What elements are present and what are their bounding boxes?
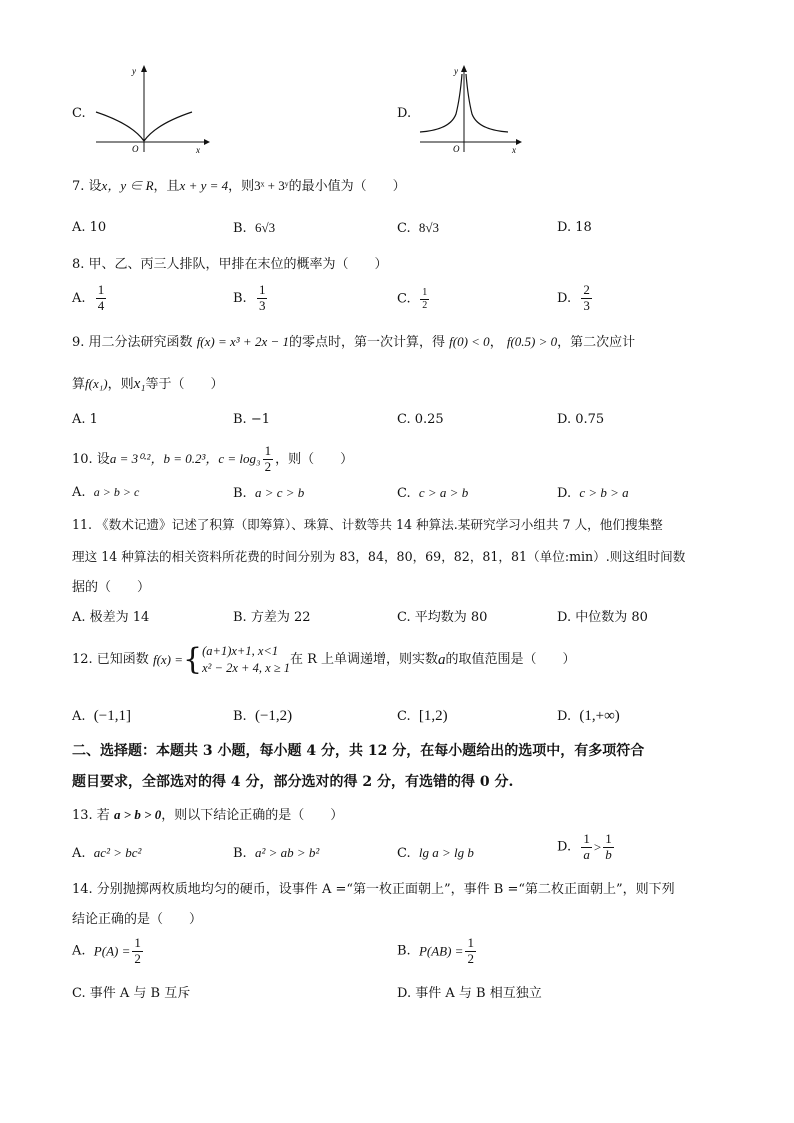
q9-stem-line1	[72, 334, 635, 351]
q10-a-def: a = 3⁰·²	[109, 450, 151, 466]
q7-stem-part: 的最小值为（ ）	[288, 179, 406, 194]
q11-stem-line3: 据的（ ）	[72, 580, 151, 595]
q6-d-origin-label: O	[453, 144, 460, 154]
q8-option-c-label: C.	[397, 291, 411, 307]
q9-stem-line2	[72, 375, 223, 393]
q12-option-b-value: (−1,2)	[254, 708, 293, 724]
q14-option-b-label: B.	[397, 943, 411, 959]
q11-option-b[interactable]: B. 方差为 22	[233, 610, 311, 625]
q11-option-a[interactable]: A. 极差为 14	[72, 610, 150, 625]
denominator: 2	[422, 299, 428, 311]
q6-option-d-label[interactable]: D.	[397, 106, 412, 121]
q12-stem-part: 在 R 上单调递增，则实数	[289, 652, 439, 668]
q12-option-d[interactable]	[557, 707, 620, 725]
q7-option-c-label: C.	[397, 221, 411, 236]
q8-option-d[interactable]	[557, 283, 594, 314]
numerator: 1	[605, 831, 612, 846]
numerator: 1	[422, 287, 428, 298]
q13-option-a-label: A.	[72, 846, 86, 861]
q9-option-b[interactable]: B. −1	[233, 412, 270, 427]
q9-f0: f(0) < 0	[449, 334, 490, 349]
q8-option-d-fraction	[581, 283, 592, 314]
q10-option-d-value: c > b > a	[579, 485, 629, 500]
q13-option-c-label: C.	[397, 846, 411, 861]
q12-option-c-value: [1,2)	[418, 708, 448, 724]
q14-option-a-label: A.	[72, 943, 86, 959]
q8-option-b-fraction	[257, 283, 268, 314]
numerator: 1	[264, 443, 272, 458]
q7-option-b-value: 6√3	[254, 220, 276, 235]
denominator: 3	[258, 297, 266, 313]
q12-stem	[72, 642, 576, 678]
q7-option-b-label: B.	[233, 221, 247, 236]
q12-option-c[interactable]	[397, 707, 448, 725]
q14-stem-line1: 14. 分别抛掷两枚质地均匀的硬币，设事件 A =“第一枚正面朝上”，事件 B =“第二枚正面朝上”，则下列	[72, 882, 675, 897]
q13-d-frac1	[581, 832, 592, 863]
numerator: 1	[467, 935, 474, 950]
q8-option-c-fraction	[420, 287, 429, 311]
q14-stem-line2: 结论正确的是（ ）	[72, 912, 203, 927]
section2-heading-line2: 题目要求，全部选对的得 4 分，部分选对的得 2 分，有选错的得 0 分.	[72, 774, 514, 790]
q6-c-x-label: x	[196, 145, 200, 155]
q10-option-c-value: c > a > b	[418, 485, 469, 500]
q9-option-d[interactable]: D. 0.75	[557, 412, 605, 427]
q8-stem: 8. 甲、乙、丙三人排队，甲排在末位的概率为（ ）	[72, 257, 388, 272]
q13-option-a[interactable]	[72, 845, 141, 862]
q9-f05: f(0.5) > 0	[506, 334, 558, 349]
q6-option-d-graph	[416, 62, 526, 157]
q13-option-b[interactable]	[233, 845, 319, 862]
denominator: 4	[97, 297, 105, 313]
numerator: 1	[97, 282, 105, 297]
denominator: 3	[583, 297, 590, 313]
q10-option-c-label: C.	[397, 486, 411, 501]
q14-option-a-lhs: P(A) =	[93, 943, 131, 959]
q13-option-b-label: B.	[233, 846, 247, 861]
q14-option-b-lhs: P(AB) =	[418, 943, 464, 959]
q10-option-b-value: a > c > b	[254, 485, 305, 500]
q10-b-def: ，b = 0.2³	[150, 450, 206, 466]
q10-option-c[interactable]	[397, 485, 468, 502]
q11-stem-line1: 11. 《数术记遗》记述了积算（即筹算）、珠算、计数等共 14 种算法.某研究学习小组共 7 人，他们搜集整	[72, 517, 663, 532]
q8-option-c[interactable]	[397, 287, 431, 311]
q9-stem-part: 9. 用二分法研究函数	[72, 335, 193, 350]
q11-option-d[interactable]: D. 中位数为 80	[557, 610, 648, 625]
q14-option-b[interactable]	[397, 936, 478, 967]
q12-stem-part: 的取值范围是（ ）	[445, 652, 576, 668]
q12-option-b[interactable]	[233, 707, 292, 725]
q7-option-c-value: 8√3	[418, 220, 440, 235]
q10-option-b-label: B.	[233, 486, 247, 501]
q13-option-a-value: ac² > bc²	[93, 845, 142, 860]
q13-option-b-value: a² > ab > b²	[254, 845, 320, 860]
q7-vars: x，y ∈ R	[101, 178, 154, 193]
q6-c-origin-label: O	[132, 144, 139, 154]
q9-stem-part: 等于（ ）	[145, 377, 224, 392]
q12-stem-part: 12. 已知函数	[72, 652, 149, 668]
q12-option-c-label: C.	[397, 709, 411, 724]
q12-brace: {	[183, 642, 203, 677]
q13-stem-part: ，则以下结论正确的是（ ）	[161, 808, 344, 823]
denominator: b	[605, 846, 612, 862]
q11-option-c[interactable]: C. 平均数为 80	[397, 610, 488, 625]
q8-option-b[interactable]	[233, 283, 269, 314]
q14-option-c[interactable]: C. 事件 A 与 B 互斥	[72, 986, 191, 1001]
q9-option-c[interactable]: C. 0.25	[397, 412, 444, 427]
q7-condition: x + y = 4	[179, 178, 229, 193]
q13-stem-part: 13. 若	[72, 808, 110, 823]
denominator: 2	[467, 950, 474, 966]
q6-d-x-label: x	[512, 145, 516, 155]
q9-stem-part: 的零点时，第一次计算，得	[288, 335, 445, 350]
q12-option-a-label: A.	[72, 709, 86, 724]
q8-option-d-label: D.	[557, 290, 572, 306]
q11-stem-line2: 理这 14 种算法的相关资料所花费的时间分别为 83，84，80，69，82，81，81（单位:min）.则这组时间数	[72, 549, 686, 564]
q13-option-c-value: lg a > lg b	[418, 845, 474, 860]
q10-option-a[interactable]	[72, 485, 139, 501]
q9-stem-part: 算	[72, 377, 86, 392]
q9-option-a[interactable]: A. 1	[72, 412, 98, 427]
q10-stem	[72, 444, 353, 475]
q7-stem-part: ，且	[153, 179, 180, 194]
q7-stem	[72, 178, 406, 195]
q10-option-d-label: D.	[557, 486, 572, 501]
q13-d-gt: >	[593, 839, 602, 855]
q13-stem	[72, 807, 343, 824]
q13-option-c[interactable]	[397, 845, 474, 862]
q14-option-d[interactable]: D. 事件 A 与 B 相互独立	[397, 986, 542, 1001]
q10-option-a-label: A.	[72, 485, 86, 500]
q13-d-frac2	[603, 832, 614, 863]
numerator: 1	[134, 935, 141, 950]
denominator: a	[583, 846, 590, 862]
q8-option-a[interactable]	[72, 283, 108, 314]
q9-stem-part: ，则	[107, 377, 134, 392]
q12-case1: (a+1)x+1, x<1	[202, 644, 279, 659]
q10-option-a-value: a > b > c	[93, 485, 140, 499]
q12-option-a-value: (−1,1]	[93, 708, 131, 724]
q10-c-def: ，c = log₃	[205, 450, 261, 466]
q10-half-fraction	[263, 444, 274, 475]
q12-var-a: a	[438, 652, 446, 668]
q13-option-d-label: D.	[557, 839, 572, 855]
denominator: 2	[134, 950, 141, 966]
q8-option-b-label: B.	[233, 290, 247, 306]
q12-cases	[202, 643, 290, 677]
q12-option-b-label: B.	[233, 709, 247, 724]
q10-stem-part: 10. 设	[72, 451, 110, 467]
q10-option-b[interactable]	[233, 485, 304, 502]
q7-option-a[interactable]: A. 10	[72, 220, 107, 235]
q9-stem-part: ，第二次应计	[557, 335, 636, 350]
q7-option-d[interactable]: D. 18	[557, 220, 592, 235]
q9-function: f(x) = x³ + 2x − 1	[196, 334, 289, 349]
q12-case2: x² − 2x + 4, x ≥ 1	[202, 661, 290, 675]
denominator: 2	[264, 458, 272, 474]
q12-option-d-value: (1,+∞)	[579, 708, 620, 724]
q9-fx1: f(x₁)	[85, 376, 108, 391]
q10-stem-part: ，则（ ）	[275, 451, 354, 467]
q12-option-d-label: D.	[557, 709, 572, 724]
q13-condition: a > b > 0	[113, 807, 162, 822]
q7-stem-part: ，则	[228, 179, 255, 194]
q9-x1: x₁	[133, 376, 146, 392]
q7-option-c[interactable]	[397, 220, 439, 237]
q9-separator: ，	[489, 335, 503, 350]
numerator: 1	[258, 282, 266, 297]
q14-option-a-fraction	[132, 936, 143, 967]
q7-option-b[interactable]	[233, 220, 275, 237]
q6-c-y-label: y	[132, 66, 136, 76]
q14-option-b-fraction	[465, 936, 476, 967]
numerator: 2	[583, 282, 590, 297]
q13-option-d[interactable]	[557, 832, 616, 863]
q12-option-a[interactable]	[72, 707, 131, 725]
q8-option-a-fraction	[96, 283, 107, 314]
q6-d-y-label: y	[454, 66, 458, 76]
section2-heading-line1: 二、选择题：本题共 3 小题，每小题 4 分，共 12 分，在每小题给出的选项中，有多项符合	[72, 743, 645, 759]
numerator: 1	[583, 831, 590, 846]
q7-expression: 3ˣ + 3ʸ	[254, 178, 289, 193]
q14-option-a[interactable]	[72, 936, 145, 967]
q6-option-c-label[interactable]: C.	[72, 106, 86, 121]
q7-stem-part: 7. 设	[72, 179, 102, 194]
q10-option-d[interactable]	[557, 485, 629, 502]
q8-option-a-label: A.	[72, 290, 86, 306]
q12-fx: f(x) =	[152, 652, 184, 668]
q6-option-c-graph	[92, 62, 212, 157]
